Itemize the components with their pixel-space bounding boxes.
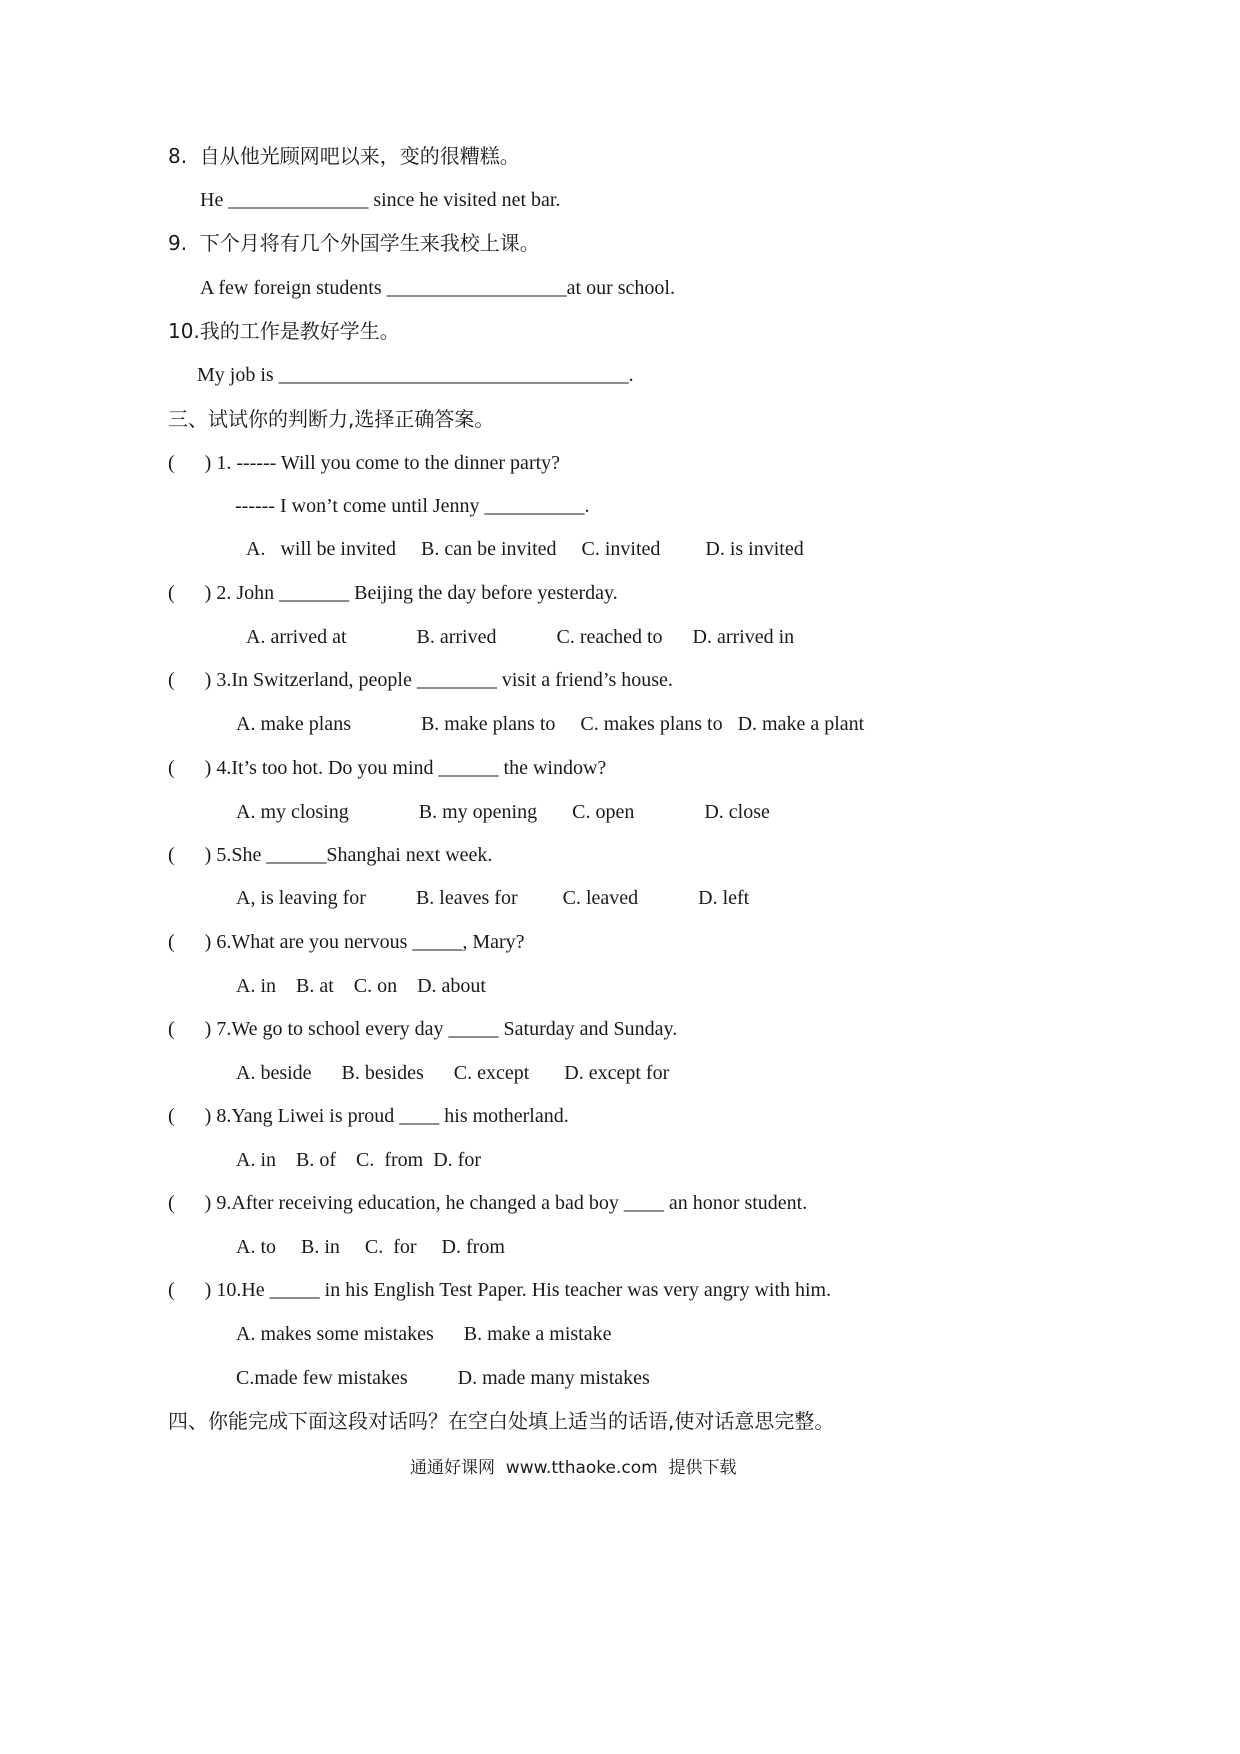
- question-5-stem: ( ) 5.She ______Shanghai next week.: [168, 844, 493, 866]
- question-5-options: A, is leaving for B. leaves for C. leaved D. left: [236, 887, 750, 909]
- question-4-stem: ( ) 4.It’s too hot. Do you mind ______ the window?: [168, 757, 607, 779]
- question-7-options: A. beside B. besides C. except D. except for: [236, 1062, 670, 1084]
- translation-item-9-cn: 9. 下个月将有几个外国学生来我校上课。: [168, 231, 540, 255]
- question-1-stem-2: ------ I won’t come until Jenny __________.: [235, 495, 590, 517]
- translation-item-10-cn: 10.我的工作是教好学生。: [168, 319, 400, 343]
- section3-heading: 三、试试你的判断力,选择正确答案。: [168, 407, 495, 431]
- question-2-options: A. arrived at B. arrived C. reached to D. arrived in: [246, 626, 795, 648]
- question-9-options: A. to B. in C. for D. from: [236, 1236, 505, 1258]
- question-6-options: A. in B. at C. on D. about: [236, 975, 486, 997]
- page-footer: 通通好课网 www.tthaoke.com 提供下载: [410, 1458, 737, 1478]
- translation-item-9-en: A few foreign students __________________at our school.: [200, 277, 675, 299]
- question-10-stem: ( ) 10.He _____ in his English Test Paper. His teacher was very angry with him.: [168, 1279, 832, 1301]
- translation-item-8-en: He ______________ since he visited net bar.: [200, 189, 561, 211]
- question-8-stem: ( ) 8.Yang Liwei is proud ____ his motherland.: [168, 1105, 569, 1127]
- question-1-stem: ( ) 1. ------ Will you come to the dinner party?: [168, 452, 561, 474]
- question-1-options: A. will be invited B. can be invited C. invited D. is invited: [246, 538, 804, 560]
- translation-item-10-en: My job is ___________________________________.: [197, 364, 634, 386]
- question-6-stem: ( ) 6.What are you nervous _____, Mary?: [168, 931, 525, 953]
- question-3-stem: ( ) 3.In Switzerland, people ________ visit a friend’s house.: [168, 669, 673, 691]
- question-8-options: A. in B. of C. from D. for: [236, 1149, 481, 1171]
- question-9-stem: ( ) 9.After receiving education, he changed a bad boy ____ an honor student.: [168, 1192, 808, 1214]
- question-3-options: A. make plans B. make plans to C. makes plans to D. make a plant: [236, 713, 865, 735]
- question-4-options: A. my closing B. my opening C. open D. close: [236, 801, 770, 823]
- translation-item-8-cn: 8. 自从他光顾网吧以来，变的很糟糕。: [168, 144, 520, 168]
- section4-heading: 四、你能完成下面这段对话吗？在空白处填上适当的话语,使对话意思完整。: [168, 1409, 835, 1433]
- question-10-options-line-2: C.made few mistakes D. made many mistakes: [236, 1367, 650, 1389]
- question-2-stem: ( ) 2. John _______ Beijing the day before yesterday.: [168, 582, 618, 604]
- question-10-options-line-1: A. makes some mistakes B. make a mistake: [236, 1323, 612, 1345]
- question-7-stem: ( ) 7.We go to school every day _____ Saturday and Sunday.: [168, 1018, 678, 1040]
